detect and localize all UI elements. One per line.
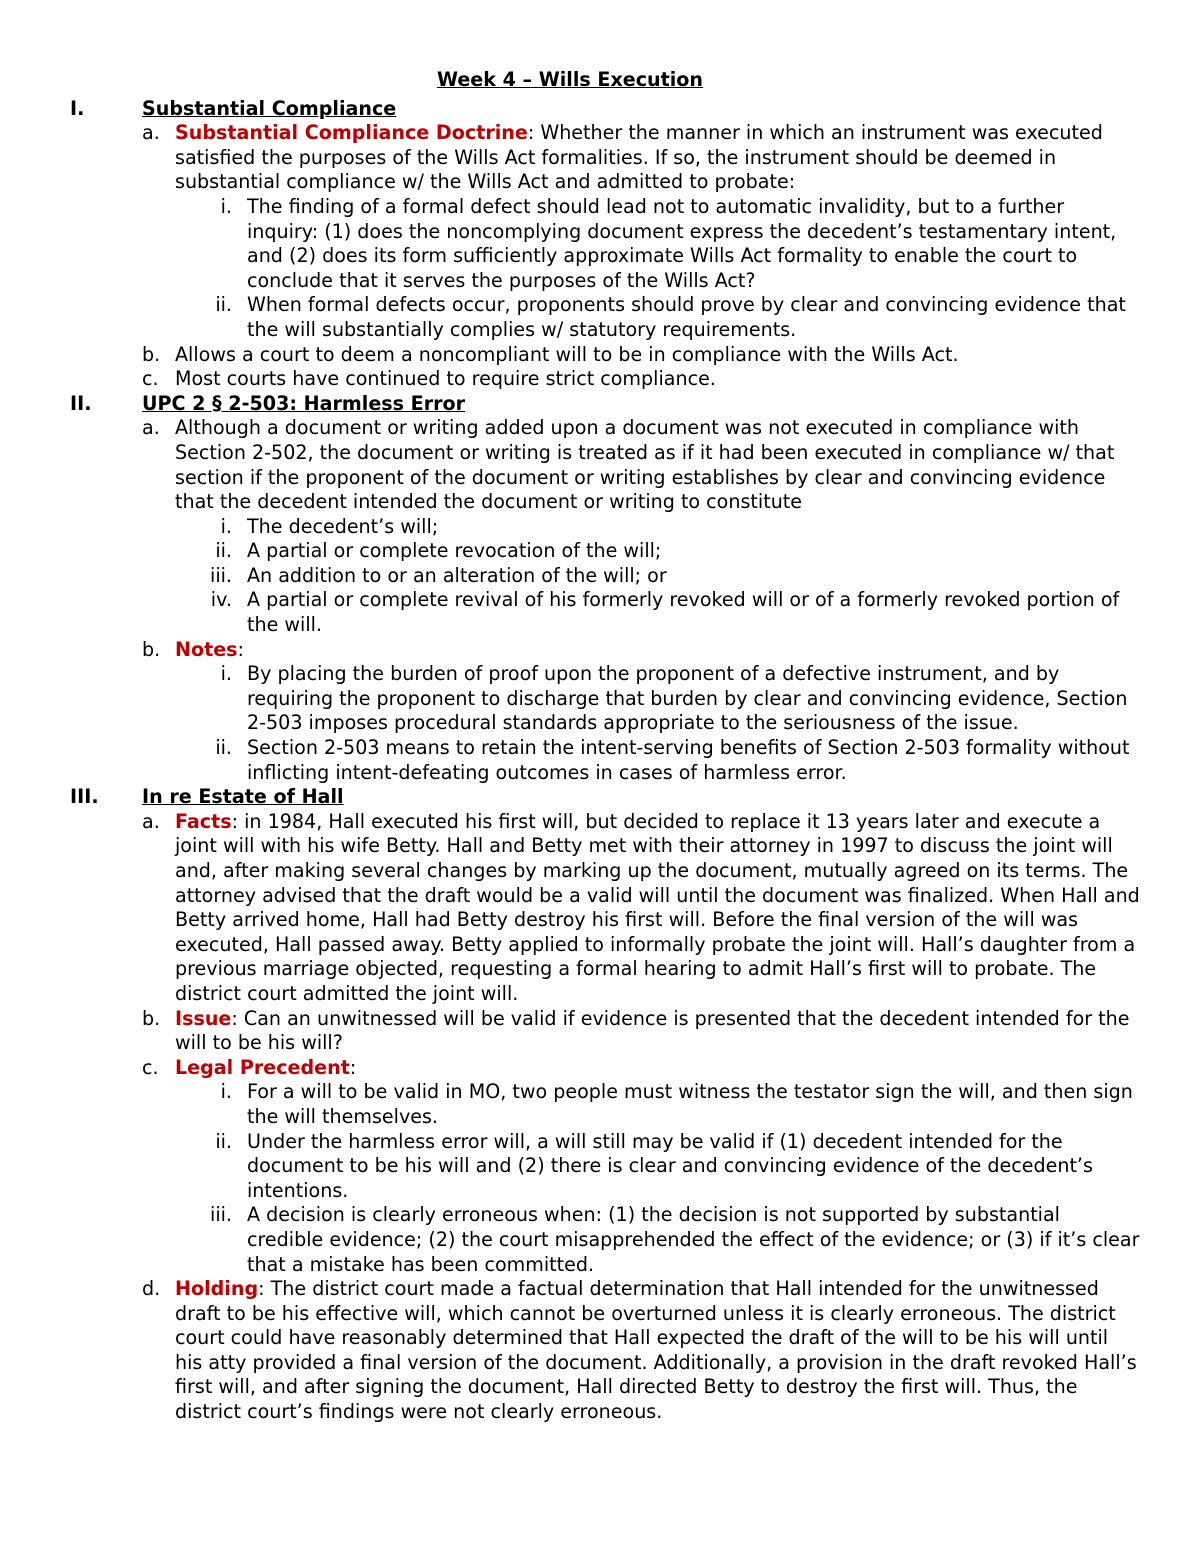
list-item — [0, 367, 1140, 392]
item-lead-term: Issue — [175, 1006, 232, 1030]
item-body: Although a document or writing added upon a document was not executed in compliance with Section 2-502, the document or writing is treated as if it had been executed in compliance w/ that section if the proponent of the document or writing establishes by clear and convincing evidence that the decedent intended the document or writing to constitute — [175, 416, 1115, 514]
sub-item-marker: ii. — [215, 1129, 232, 1153]
sub-list-item — [0, 736, 1140, 785]
sub-list-item — [0, 564, 1140, 589]
sub-item-text: The decedent’s will; — [247, 514, 439, 538]
list-item — [0, 810, 1140, 1007]
sub-list-item — [0, 539, 1140, 564]
sub-list-item — [0, 1130, 1140, 1204]
item-text — [175, 638, 1140, 663]
sub-item-marker: ii. — [215, 736, 232, 760]
sub-item-text: A partial or complete revival of his formerly revoked will or of a formerly revoked portion of the will. — [247, 588, 1120, 637]
section-heading: In re Estate of Hall — [142, 785, 344, 809]
item-text — [175, 1056, 1140, 1081]
section-heading-row — [0, 785, 1140, 810]
list-item — [0, 1007, 1140, 1056]
sub-item-text: When formal defects occur, proponents should prove by clear and convincing evidence that the will substantially complies w/ statutory requirements. — [247, 293, 1126, 341]
sub-item-marker: ii. — [215, 539, 232, 563]
item-body: : — [237, 637, 244, 661]
item-body: : in 1984, Hall executed his first will, but decided to replace it 13 years later and execute a joint will with his wife Betty. Hall and Betty met with their attorney in 1997 to discuss the joint will and, after making several changes by marking up the document, mutually agreed on its terms. The attorney advised that the draft would be a valid will until the document was finalized. When Hall and Betty arrived home, Hall had Betty destroy his first will. Before the final version of the will was executed, Hall passed away. Betty applied to informally probate the joint will. Hall’s daughter from a previous marriage objected, requesting a formal hearing to admit Hall’s first will to probate. The district court admitted the joint will. — [175, 809, 1140, 1005]
sub-item-marker: iii. — [210, 563, 232, 587]
item-body: : Can an unwitnessed will be valid if evidence is presented that the decedent intended for the will to be his will? — [175, 1006, 1130, 1055]
list-item — [0, 343, 1140, 368]
item-body: Most courts have continued to require strict compliance. — [175, 367, 716, 391]
sub-list-item — [0, 293, 1140, 342]
section-number: III. — [70, 785, 99, 809]
sub-item-marker: iii. — [210, 1203, 232, 1227]
item-lead-term: Holding — [175, 1277, 259, 1301]
item-marker: b. — [142, 342, 161, 366]
item-body: : The district court made a factual determination that Hall intended for the unwitnessed draft to be his effective will, which cannot be overturned unless it is clearly erroneous. The district court could have reasonably determined that Hall expected the draft of the will to be his will until his atty provided a final version of the document. Additionally, a provision in the draft revoked Hall’s first will, and after signing the document, Hall directed Betty to destroy the first will. Thus, the district court’s findings were not clearly erroneous. — [175, 1277, 1137, 1424]
item-marker: c. — [142, 367, 159, 391]
sub-item-marker: i. — [220, 514, 232, 538]
item-body: : — [349, 1055, 357, 1079]
list-item — [0, 121, 1140, 195]
sub-item-text: Under the harmless error will, a will still may be valid if (1) decedent intended for the document to be his will and (2) there is clear and convincing evidence of the decedent’s intentions. — [247, 1129, 1093, 1202]
list-item — [0, 1056, 1140, 1081]
item-marker: b. — [142, 637, 161, 661]
section-heading: Substantial Compliance — [142, 96, 397, 120]
sub-item-text: A decision is clearly erroneous when: (1) the decision is not supported by substantial credible evidence; (2) the court misapprehended the effect of the evidence; or (3) if it’s clear that a mistake has been committed. — [247, 1203, 1140, 1276]
item-marker: b. — [142, 1006, 161, 1030]
item-text — [175, 810, 1140, 1007]
sub-item-text: By placing the burden of proof upon the proponent of a defective instrument, and by requiring the proponent to discharge that burden by clear and convincing evidence, Section 2-503 imposes procedural standards appropriate to the seriousness of the issue. — [247, 662, 1128, 735]
section-heading-row — [0, 392, 1140, 417]
item-text — [175, 416, 1140, 514]
item-marker: c. — [142, 1055, 159, 1079]
item-text — [175, 1277, 1140, 1425]
item-text — [175, 121, 1140, 195]
item-marker: d. — [142, 1277, 161, 1301]
list-item — [0, 1277, 1140, 1425]
section-number: II. — [70, 391, 92, 415]
section-number: I. — [70, 96, 85, 120]
sub-item-marker: iv. — [210, 588, 232, 612]
item-marker: a. — [142, 809, 160, 833]
sub-list-item — [0, 1203, 1140, 1277]
document-title: Week 4 – Wills Execution — [436, 68, 704, 91]
sub-item-text: For a will to be valid in MO, two people must witness the testator sign the will, and then sign the will themselves. — [247, 1080, 1133, 1128]
item-marker: a. — [142, 416, 160, 440]
sub-item-text: The finding of a formal defect should lead not to automatic invalidity, but to a further inquiry: (1) does the noncomplying document express the decedent’s testamentary intent, and (2) does its form sufficiently approximate Wills Act formality to enable the court to conclude that it serves the purposes of the Wills Act? — [247, 194, 1117, 292]
sub-item-text: Section 2-503 means to retain the intent-serving benefits of Section 2-503 formality without inflicting intent-defeating outcomes in cases of harmless error. — [247, 736, 1130, 784]
item-text — [175, 367, 1140, 392]
sub-item-marker: i. — [220, 1080, 232, 1104]
section-heading-row — [0, 97, 1140, 122]
item-text — [175, 343, 1140, 368]
item-lead-term: Notes — [175, 637, 238, 661]
item-body: : Whether the manner in which an instrument was executed satisfied the purposes of the Wills Act formalities. If so, the instrument should be deemed in substantial compliance w/ the Wills Act and admitted to probate: — [175, 121, 1103, 194]
item-text — [175, 1007, 1140, 1056]
sub-item-marker: i. — [220, 194, 232, 218]
list-item — [0, 638, 1140, 663]
sub-item-marker: i. — [220, 662, 232, 686]
item-marker: a. — [142, 121, 160, 145]
item-lead-term: Substantial Compliance Doctrine — [175, 121, 528, 145]
sub-list-item — [0, 515, 1140, 540]
list-item — [0, 416, 1140, 514]
section-heading: UPC 2 § 2-503: Harmless Error — [142, 391, 466, 415]
sub-list-item — [0, 662, 1140, 736]
sub-item-text: An addition to or an alteration of the will; or — [247, 563, 667, 587]
sub-list-item — [0, 195, 1140, 293]
sub-list-item — [0, 1080, 1140, 1129]
item-lead-term: Facts — [175, 809, 232, 833]
sub-item-text: A partial or complete revocation of the will; — [247, 539, 662, 563]
document-outline — [0, 97, 1140, 1425]
sub-list-item — [0, 588, 1140, 637]
sub-item-marker: ii. — [215, 293, 232, 317]
item-body: Allows a court to deem a noncompliant will to be in compliance with the Wills Act. — [175, 342, 959, 366]
item-lead-term: Legal Precedent — [175, 1055, 350, 1079]
